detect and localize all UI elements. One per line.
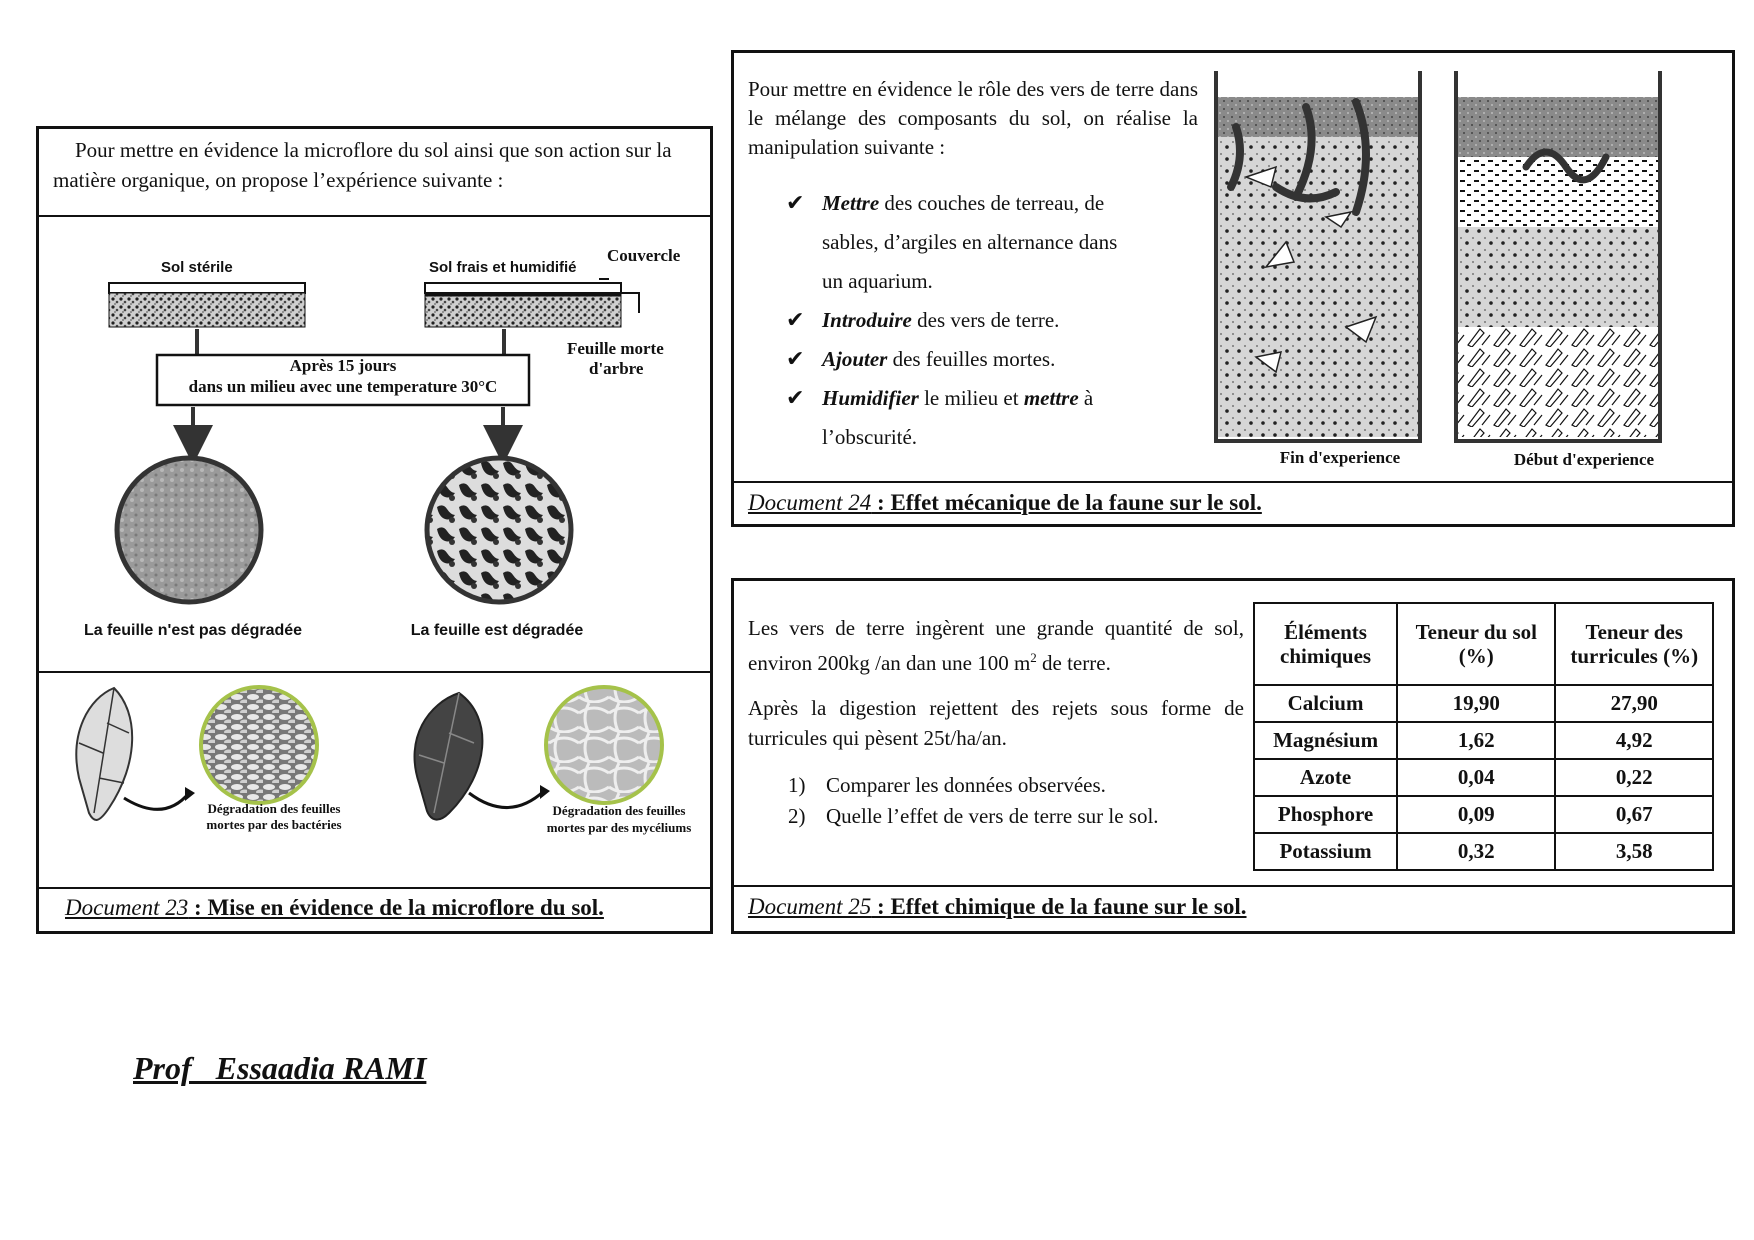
table-row: Azote 0,04 0,22	[1254, 759, 1713, 796]
table-row: Magnésium 1,62 4,92	[1254, 722, 1713, 759]
step-2: ✔ Introduire des vers de terre.	[786, 308, 1060, 333]
doc23-caption: Document 23 : Mise en évidence de la microflore du sol.	[65, 895, 604, 920]
label-bacteria-1: Dégradation des feuilles	[207, 801, 341, 816]
doc25-paragraph-1: Les vers de terre ingèrent une grande quantité de sol, environ 200kg /an dan une 100 $m^2$ de terre.	[748, 616, 1244, 675]
doc25-questions	[788, 770, 1159, 832]
label-fresh-soil: Sol frais et humidifié	[429, 259, 577, 276]
step-1: ✔ Mettre des couches de terreau, de sables, d’argiles en alternance dans un aquarium.	[786, 191, 1118, 293]
document-24	[731, 50, 1735, 527]
question-1: 1) Comparer les données observées.	[788, 773, 1106, 797]
table-row: Calcium 19,90 27,90	[1254, 685, 1713, 722]
label-dead-leaf-1: Feuille morte	[567, 339, 664, 358]
header-elements: Éléments chimiques	[1254, 603, 1397, 685]
sterile-soil-box	[109, 283, 305, 293]
label-temperature: dans un milieu avec une temperature 30°C	[188, 377, 498, 396]
author-signature: Prof Essaadia RAMI	[133, 1050, 427, 1086]
label-degraded: La feuille est dégradée	[410, 622, 584, 639]
fresh-soil-box	[425, 283, 621, 293]
label-sterile-soil: Sol stérile	[161, 259, 233, 276]
table-row: Potassium 0,32 3,58	[1254, 833, 1713, 870]
chemical-elements-table	[1253, 602, 1714, 871]
step-4: ✔ Humidifier le milieu et mettre à l’obscurité.	[786, 386, 1094, 449]
label-start-experience: Début d'experience	[1513, 450, 1655, 469]
step-3: ✔ Ajouter des feuilles mortes.	[786, 347, 1056, 372]
leaf-skeleton-left	[76, 688, 132, 820]
doc25-caption: Document 25 : Effet chimique de la faune sur le sol.	[748, 894, 1247, 919]
document-23	[36, 126, 713, 934]
label-cover: Couvercle	[607, 246, 681, 265]
dish-undegraded	[117, 458, 261, 602]
bacteria-zoom-circle	[201, 687, 317, 803]
doc24-caption: Document 24 : Effet mécanique de la faune sur le sol.	[748, 490, 1262, 515]
label-mycelium-2: mortes par des mycéliums	[546, 820, 692, 835]
label-not-degraded: La feuille n'est pas dégradée	[83, 622, 303, 639]
label-mycelium-1: Dégradation des feuilles	[552, 803, 686, 818]
question-2: 2) Quelle l’effet de vers de terre sur le sol.	[788, 804, 1159, 828]
doc24-intro: Pour mettre en évidence le rôle des vers de terre dans le mélange des composants du sol, on réalise la manipulation suivante :	[748, 77, 1198, 159]
label-dead-leaf-2: d'arbre	[589, 359, 644, 378]
header-turricules: Teneur des turricules (%)	[1555, 603, 1713, 685]
label-bacteria-2: mortes par des bactéries	[206, 817, 342, 832]
mycelium-zoom-circle	[546, 687, 662, 803]
microflora-experiment-figure	[39, 217, 710, 667]
document-25	[731, 578, 1735, 934]
doc24-steps	[786, 184, 1126, 457]
label-after-15-days: Après 15 jours	[289, 356, 397, 375]
header-soil: Teneur du sol (%)	[1397, 603, 1555, 685]
aquarium-figure	[1206, 67, 1726, 467]
label-end-experience: Fin d'experience	[1279, 448, 1401, 467]
dish-degraded	[427, 458, 571, 602]
table-row: Phosphore 0,09 0,67	[1254, 796, 1713, 833]
doc25-paragraph-2: Après la digestion rejettent des rejets sous forme de turricules qui pèsent 25t/ha/an.	[748, 696, 1244, 750]
doc23-intro: Pour mettre en évidence la microflore du sol ainsi que son action sur la matière organique, on propose l’expérience suivante :	[53, 138, 672, 192]
